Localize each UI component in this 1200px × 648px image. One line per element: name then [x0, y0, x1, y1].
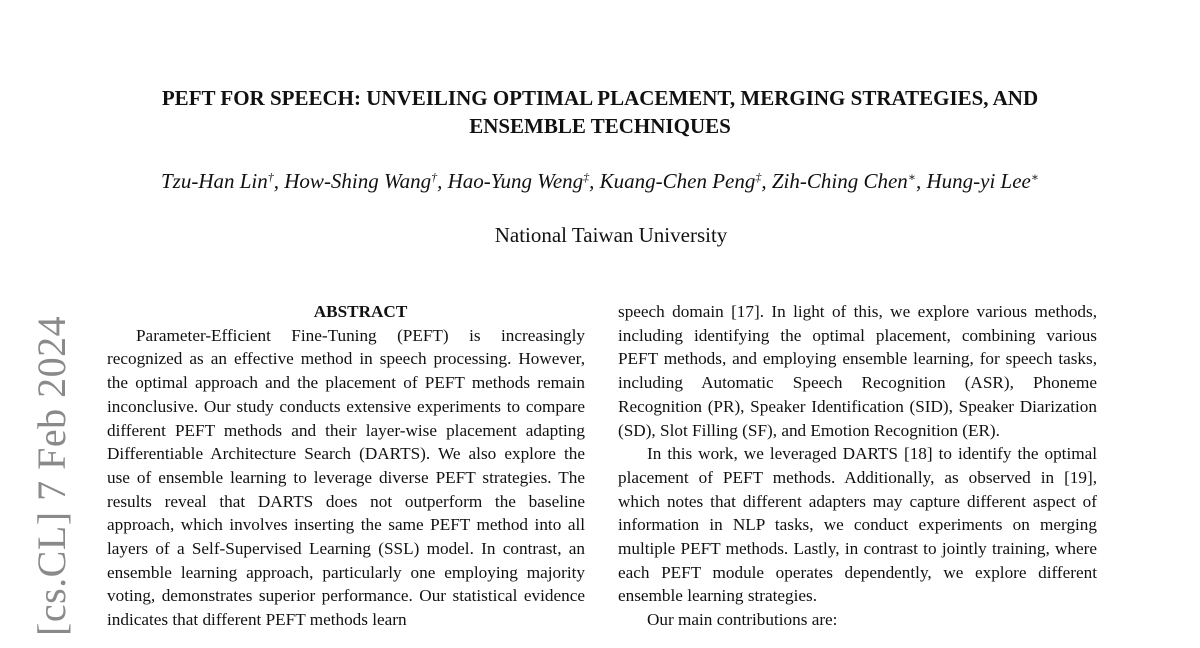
- title-line-1: PEFT FOR SPEECH: UNVEILING OPTIMAL PLACEMENT, MERGING STRATEGIES, AND: [161, 86, 1039, 110]
- intro-column: [618, 300, 1097, 632]
- author-mark: †: [431, 170, 438, 184]
- abstract-heading: ABSTRACT: [313, 302, 408, 321]
- author-mark: †: [267, 170, 274, 184]
- arxiv-stamp-text: [cs.CL] 7 Feb 2024: [29, 315, 74, 636]
- author-name: How-Shing Wang: [284, 169, 432, 193]
- intro-paragraph-1: speech domain [17]. In light of this, we explore various methods, including identifying the optimal placement, combining various PEFT methods, and employing ensemble learning, for speech tasks, including Automatic Speech Recognition (ASR), Phoneme Recognition (PR), Speaker Identification (SID), Speaker Diarization (SD), Slot Filling (SF), and Emotion Recognition (ER).: [618, 302, 1097, 440]
- affiliation: National Taiwan University: [494, 223, 728, 247]
- author-mark: ‡: [583, 170, 590, 184]
- abstract-column: [107, 300, 585, 632]
- author-name: Hao-Yung Weng: [447, 169, 584, 193]
- abstract-text: Parameter-Efficient Fine-Tuning (PEFT) is increasingly recognized as an effective method in speech processing. However, the optimal approach and the placement of PEFT methods remain inconclusive. Our study conducts extensive experiments to compare different PEFT methods and their layer-wise placement adapting Differentiable Architecture Search (DARTS). We also explore the use of ensemble learning to leverage diverse PEFT strategies. The results reveal that DARTS does not outperform the baseline approach, which involves inserting the same PEFT method into all layers of a Self-Supervised Learning (SSL) model. In contrast, an ensemble learning approach, particularly one employing majority voting, demonstrates superior performance. Our statistical evidence indicates that different PEFT methods learn: [107, 325, 585, 630]
- author-mark: ∗: [1030, 170, 1040, 184]
- arxiv-stamp: [24, 300, 76, 648]
- author-mark: ‡: [755, 170, 762, 184]
- author-name: Tzu-Han Lin: [160, 169, 268, 193]
- author-mark: ∗: [907, 170, 916, 184]
- author-list: Tzu-Han Lin†, How-Shing Wang†, Hao-Yung Weng‡, Kuang-Chen Peng‡, Zih-Ching Chen∗, Hung-yi Lee∗: [160, 169, 1040, 193]
- paper-title: [100, 84, 1100, 140]
- intro-paragraph-3: Our main contributions are:: [647, 610, 838, 630]
- title-line-2: ENSEMBLE TECHNIQUES: [469, 114, 731, 138]
- author-name: Kuang-Chen Peng: [599, 169, 756, 193]
- author-name: Hung-yi Lee: [926, 169, 1031, 193]
- author-name: Zih-Ching Chen: [771, 169, 908, 193]
- intro-paragraph-2: In this work, we leveraged DARTS [18] to identify the optimal placement of PEFT methods. Additionally, as observed in [19], which notes that different adapters may capture different aspect of information in NLP tasks, we conduct experiments on merging multiple PEFT methods. Lastly, in contrast to jointly training, where each PEFT module operates dependently, we explore different ensemble learning strategies.: [618, 444, 1097, 606]
